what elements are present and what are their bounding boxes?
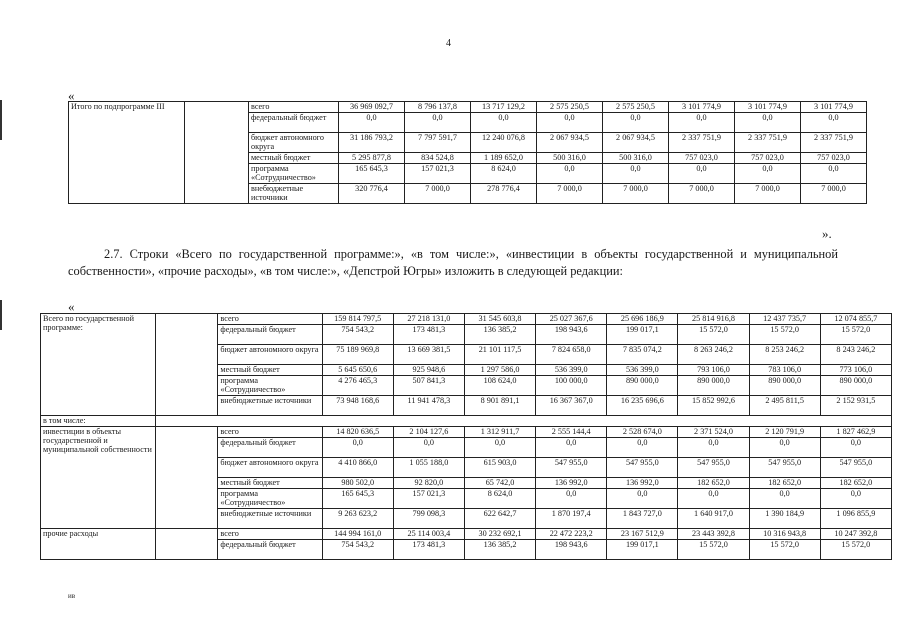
value-cell: 157 021,3 (393, 489, 464, 509)
value-cell: 622 642,7 (464, 509, 535, 529)
empty-cell (156, 314, 218, 416)
value-cell: 9 263 623,2 (322, 509, 393, 529)
value-cell: 8 624,0 (471, 164, 537, 184)
value-cell: 7 000,0 (537, 184, 603, 204)
value-cell: 2 120 791,9 (749, 427, 820, 438)
value-cell: 199 017,1 (607, 325, 678, 345)
source-cell: программа «Сотрудничество» (218, 376, 322, 396)
value-cell: 0,0 (801, 113, 867, 133)
value-cell: 2 495 811,5 (749, 396, 820, 416)
value-cell: 2 575 250,5 (537, 102, 603, 113)
value-cell: 4 410 866,0 (322, 458, 393, 478)
empty-cell (156, 416, 892, 427)
value-cell: 890 000,0 (607, 376, 678, 396)
value-cell: 2 067 934,5 (537, 133, 603, 153)
value-cell: 15 572,0 (678, 325, 749, 345)
value-cell: 320 776,4 (339, 184, 405, 204)
value-cell: 0,0 (749, 438, 820, 458)
value-cell: 31 545 603,8 (464, 314, 535, 325)
value-cell: 0,0 (339, 113, 405, 133)
table-row (69, 102, 867, 113)
value-cell: 15 572,0 (749, 325, 820, 345)
value-cell: 8 253 246,2 (749, 345, 820, 365)
instruction-paragraph: 2.7. Строки «Всего по государственной программе:», «в том числе:», «инвестиции в объекты государственной и муниципальной собственности», «прочие расходы», «в том числе:», «Депстрой Югры» изложить в следующей редакции: (68, 247, 838, 278)
value-cell: 754 543,2 (322, 325, 393, 345)
value-cell: 3 101 774,9 (669, 102, 735, 113)
value-cell: 182 652,0 (678, 478, 749, 489)
value-cell: 1 390 184,9 (749, 509, 820, 529)
value-cell: 25 114 003,4 (393, 529, 464, 540)
value-cell: 1 870 197,4 (536, 509, 607, 529)
value-cell: 16 235 696,6 (607, 396, 678, 416)
value-cell: 3 101 774,9 (801, 102, 867, 113)
value-cell: 0,0 (801, 164, 867, 184)
value-cell: 8 263 246,2 (678, 345, 749, 365)
value-cell: 536 399,0 (536, 365, 607, 376)
source-cell: федеральный бюджет (218, 540, 322, 560)
value-cell: 5 295 877,8 (339, 153, 405, 164)
value-cell: 12 240 076,8 (471, 133, 537, 153)
table-row (41, 529, 892, 540)
value-cell: 2 337 751,9 (669, 133, 735, 153)
empty-cell (156, 427, 218, 529)
value-cell: 13 669 381,5 (393, 345, 464, 365)
value-cell: 0,0 (678, 489, 749, 509)
value-cell: 4 276 465,3 (322, 376, 393, 396)
value-cell: 8 624,0 (464, 489, 535, 509)
source-cell: местный бюджет (249, 153, 339, 164)
source-cell: всего (218, 427, 322, 438)
value-cell: 15 572,0 (820, 540, 891, 560)
table-subprogram-iii-totals (68, 101, 867, 204)
value-cell: 0,0 (536, 438, 607, 458)
page-number: 4 (446, 38, 451, 49)
table-row (41, 416, 892, 427)
value-cell: 182 652,0 (749, 478, 820, 489)
value-cell: 1 096 855,9 (820, 509, 891, 529)
value-cell: 12 437 735,7 (749, 314, 820, 325)
value-cell: 22 472 223,2 (536, 529, 607, 540)
value-cell: 500 316,0 (537, 153, 603, 164)
block-label: Итого по подпрограмме III (69, 102, 185, 204)
block-label: инвестиции в объекты государственной и муниципальной собственности (41, 427, 156, 529)
margin-mark (0, 100, 2, 140)
value-cell: 5 645 650,6 (322, 365, 393, 376)
value-cell: 75 189 969,8 (322, 345, 393, 365)
value-cell: 890 000,0 (678, 376, 749, 396)
value-cell: 0,0 (471, 113, 537, 133)
value-cell: 547 955,0 (749, 458, 820, 478)
source-cell: федеральный бюджет (249, 113, 339, 133)
source-cell: бюджет автономного округа (249, 133, 339, 153)
value-cell: 754 543,2 (322, 540, 393, 560)
value-cell: 36 969 092,7 (339, 102, 405, 113)
value-cell: 0,0 (669, 113, 735, 133)
value-cell: 500 316,0 (603, 153, 669, 164)
value-cell: 14 820 636,5 (322, 427, 393, 438)
value-cell: 25 696 186,9 (607, 314, 678, 325)
source-cell: внебюджетные источники (218, 509, 322, 529)
value-cell: 507 841,3 (393, 376, 464, 396)
value-cell: 2 555 144,4 (536, 427, 607, 438)
value-cell: 793 106,0 (678, 365, 749, 376)
value-cell: 2 337 751,9 (735, 133, 801, 153)
value-cell: 0,0 (735, 164, 801, 184)
value-cell: 136 992,0 (607, 478, 678, 489)
value-cell: 11 941 478,3 (393, 396, 464, 416)
value-cell: 108 624,0 (464, 376, 535, 396)
value-cell: 834 524,8 (405, 153, 471, 164)
value-cell: 0,0 (749, 489, 820, 509)
value-cell: 12 074 855,7 (820, 314, 891, 325)
value-cell: 198 943,6 (536, 325, 607, 345)
value-cell: 757 023,0 (735, 153, 801, 164)
value-cell: 173 481,3 (393, 325, 464, 345)
footer-mark: ив (68, 592, 76, 600)
value-cell: 2 104 127,6 (393, 427, 464, 438)
value-cell: 0,0 (607, 438, 678, 458)
value-cell: 10 316 943,8 (749, 529, 820, 540)
value-cell: 0,0 (464, 438, 535, 458)
value-cell: 0,0 (536, 489, 607, 509)
value-cell: 980 502,0 (322, 478, 393, 489)
source-cell: местный бюджет (218, 478, 322, 489)
value-cell: 7 000,0 (735, 184, 801, 204)
margin-mark (0, 300, 2, 330)
value-cell: 7 000,0 (801, 184, 867, 204)
value-cell: 615 903,0 (464, 458, 535, 478)
value-cell: 30 232 692,1 (464, 529, 535, 540)
value-cell: 278 776,4 (471, 184, 537, 204)
value-cell: 890 000,0 (749, 376, 820, 396)
source-cell: местный бюджет (218, 365, 322, 376)
value-cell: 15 572,0 (820, 325, 891, 345)
value-cell: 547 955,0 (536, 458, 607, 478)
open-quote-1: « (68, 88, 75, 103)
source-cell: всего (218, 314, 322, 325)
value-cell: 31 186 793,2 (339, 133, 405, 153)
value-cell: 0,0 (607, 489, 678, 509)
source-cell: внебюджетные источники (249, 184, 339, 204)
block-label: прочие расходы (41, 529, 156, 560)
value-cell: 16 367 367,0 (536, 396, 607, 416)
value-cell: 1 640 917,0 (678, 509, 749, 529)
value-cell: 773 106,0 (820, 365, 891, 376)
source-cell: бюджет автономного округа (218, 458, 322, 478)
value-cell: 2 152 931,5 (820, 396, 891, 416)
value-cell: 15 572,0 (749, 540, 820, 560)
value-cell: 0,0 (537, 113, 603, 133)
table-state-program-totals (40, 313, 892, 560)
value-cell: 0,0 (603, 164, 669, 184)
value-cell: 547 955,0 (607, 458, 678, 478)
value-cell: 198 943,6 (536, 540, 607, 560)
value-cell: 0,0 (820, 489, 891, 509)
table-row (41, 314, 892, 325)
value-cell: 0,0 (820, 438, 891, 458)
value-cell: 2 067 934,5 (603, 133, 669, 153)
value-cell: 1 827 462,9 (820, 427, 891, 438)
value-cell: 73 948 168,6 (322, 396, 393, 416)
value-cell: 23 167 512,9 (607, 529, 678, 540)
value-cell: 0,0 (735, 113, 801, 133)
value-cell: 136 385,2 (464, 325, 535, 345)
value-cell: 173 481,3 (393, 540, 464, 560)
value-cell: 144 994 161,0 (322, 529, 393, 540)
value-cell: 8 796 137,8 (405, 102, 471, 113)
source-cell: федеральный бюджет (218, 325, 322, 345)
value-cell: 21 101 117,5 (464, 345, 535, 365)
value-cell: 136 992,0 (536, 478, 607, 489)
source-cell: всего (249, 102, 339, 113)
value-cell: 1 843 727,0 (607, 509, 678, 529)
value-cell: 925 948,6 (393, 365, 464, 376)
value-cell: 7 000,0 (603, 184, 669, 204)
value-cell: 157 021,3 (405, 164, 471, 184)
source-cell: программа «Сотрудничество» (249, 164, 339, 184)
block-label: Всего по государственной программе: (41, 314, 156, 416)
open-quote-2: « (68, 299, 75, 314)
value-cell: 2 337 751,9 (801, 133, 867, 153)
value-cell: 159 814 797,5 (322, 314, 393, 325)
value-cell: 3 101 774,9 (735, 102, 801, 113)
value-cell: 2 371 524,0 (678, 427, 749, 438)
value-cell: 100 000,0 (536, 376, 607, 396)
value-cell: 1 312 911,7 (464, 427, 535, 438)
value-cell: 165 645,3 (322, 489, 393, 509)
value-cell: 136 385,2 (464, 540, 535, 560)
value-cell: 7 835 074,2 (607, 345, 678, 365)
value-cell: 2 575 250,5 (603, 102, 669, 113)
value-cell: 23 443 392,8 (678, 529, 749, 540)
value-cell: 757 023,0 (801, 153, 867, 164)
source-cell: программа «Сотрудничество» (218, 489, 322, 509)
value-cell: 890 000,0 (820, 376, 891, 396)
value-cell: 0,0 (603, 113, 669, 133)
value-cell: 15 572,0 (678, 540, 749, 560)
value-cell: 757 023,0 (669, 153, 735, 164)
value-cell: 783 106,0 (749, 365, 820, 376)
value-cell: 199 017,1 (607, 540, 678, 560)
source-cell: бюджет автономного округа (218, 345, 322, 365)
value-cell: 0,0 (405, 113, 471, 133)
value-cell: 0,0 (669, 164, 735, 184)
value-cell: 0,0 (678, 438, 749, 458)
value-cell: 27 218 131,0 (393, 314, 464, 325)
value-cell: 0,0 (393, 438, 464, 458)
value-cell: 0,0 (537, 164, 603, 184)
value-cell: 799 098,3 (393, 509, 464, 529)
value-cell: 92 820,0 (393, 478, 464, 489)
source-cell: внебюджетные источники (218, 396, 322, 416)
empty-cell (185, 102, 249, 204)
value-cell: 25 814 916,8 (678, 314, 749, 325)
value-cell: 8 243 246,2 (820, 345, 891, 365)
source-cell: всего (218, 529, 322, 540)
block-label: в том числе: (41, 416, 156, 427)
value-cell: 10 247 392,8 (820, 529, 891, 540)
value-cell: 7 824 658,0 (536, 345, 607, 365)
empty-cell (156, 529, 218, 560)
value-cell: 25 027 367,6 (536, 314, 607, 325)
value-cell: 8 901 891,1 (464, 396, 535, 416)
value-cell: 165 645,3 (339, 164, 405, 184)
value-cell: 7 000,0 (405, 184, 471, 204)
source-cell: федеральный бюджет (218, 438, 322, 458)
value-cell: 65 742,0 (464, 478, 535, 489)
value-cell: 7 797 591,7 (405, 133, 471, 153)
value-cell: 2 528 674,0 (607, 427, 678, 438)
value-cell: 7 000,0 (669, 184, 735, 204)
close-quote: ». (822, 226, 832, 241)
value-cell: 1 297 586,0 (464, 365, 535, 376)
value-cell: 536 399,0 (607, 365, 678, 376)
value-cell: 1 055 188,0 (393, 458, 464, 478)
value-cell: 547 955,0 (820, 458, 891, 478)
table-row (41, 427, 892, 438)
value-cell: 1 189 652,0 (471, 153, 537, 164)
value-cell: 182 652,0 (820, 478, 891, 489)
value-cell: 547 955,0 (678, 458, 749, 478)
value-cell: 13 717 129,2 (471, 102, 537, 113)
value-cell: 15 852 992,6 (678, 396, 749, 416)
value-cell: 0,0 (322, 438, 393, 458)
